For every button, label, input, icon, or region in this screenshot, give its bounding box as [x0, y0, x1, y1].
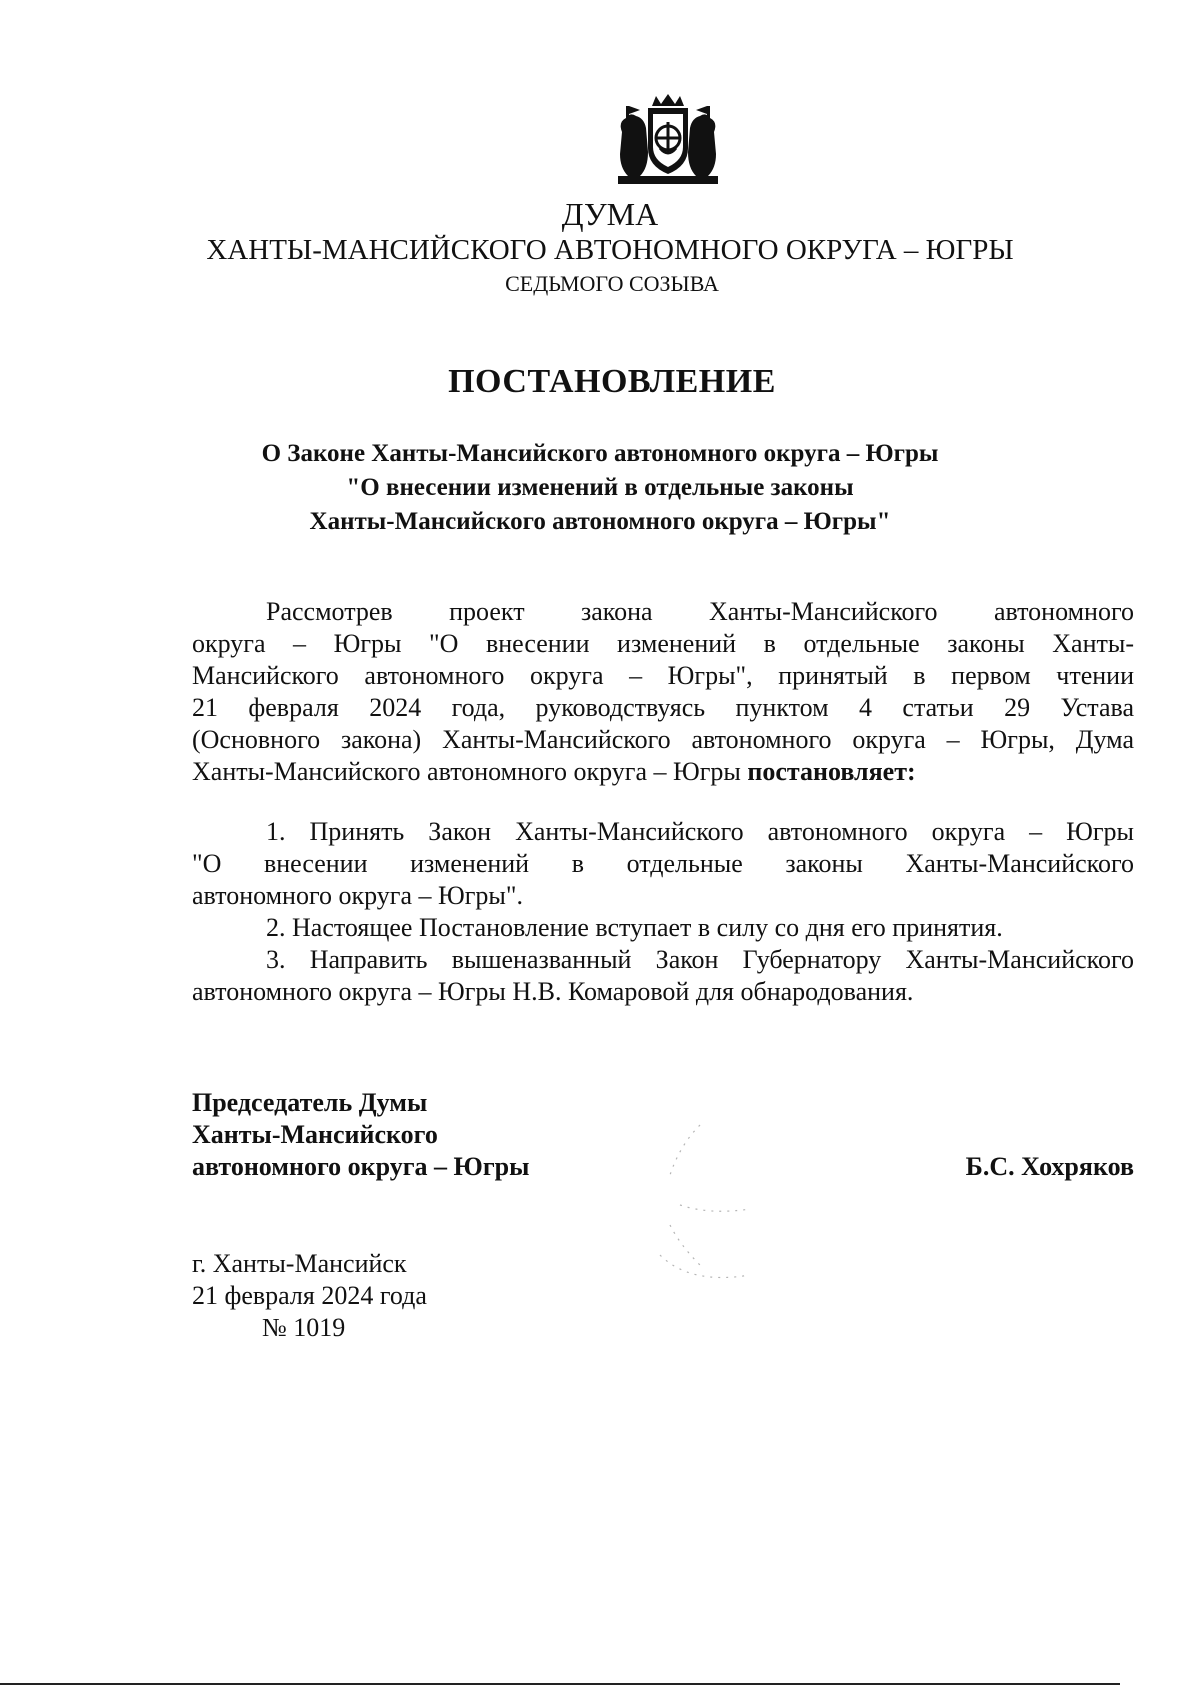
- document-type-title: ПОСТАНОВЛЕНИЕ: [448, 363, 776, 400]
- preamble-line: Мансийского автономного округа – Югры", принятый в первом чтении: [192, 661, 1134, 690]
- preamble-line: округа – Югры "О внесении изменений в отдельные законы Ханты-: [192, 629, 1134, 658]
- document-subject: [0, 437, 1200, 539]
- duma-title: ДУМА: [561, 196, 659, 232]
- resolution-item-3: [192, 944, 1134, 1008]
- position-line: Ханты-Мансийского: [192, 1120, 438, 1149]
- subject-line: О Законе Ханты-Мансийского автономного округа – Югры: [261, 440, 939, 467]
- item-line: 3. Направить вышеназванный Закон Губернатору Ханты-Мансийского: [266, 945, 1134, 974]
- item-line: "О внесении изменений в отдельные законы Ханты-Мансийского: [192, 849, 1134, 878]
- position-line: Председатель Думы: [192, 1088, 428, 1117]
- item-line: 2. Настоящее Постановление вступает в силу со дня его принятия.: [266, 913, 1003, 942]
- position-line: автономного округа – Югры: [192, 1152, 530, 1181]
- city: г. Ханты-Мансийск: [192, 1249, 407, 1278]
- faint-stamp-mark: [640, 1105, 790, 1295]
- item-line: 1. Принять Закон Ханты-Мансийского автономного округа – Югры: [266, 817, 1134, 846]
- resolution-item-1: [192, 816, 1134, 912]
- resolves-keyword: постановляет:: [747, 757, 916, 786]
- duma-region: ХАНТЫ-МАНСИЙСКОГО АВТОНОМНОГО ОКРУГА – ЮГРЫ: [206, 234, 1014, 266]
- subject-line: "О внесении изменений в отдельные законы: [346, 474, 854, 501]
- coat-of-arms-emblem: [608, 92, 728, 190]
- document-date: 21 февраля 2024 года: [192, 1281, 427, 1310]
- document-number: № 1019: [262, 1313, 346, 1342]
- preamble-line: Ханты-Мансийского автономного округа – Югры: [192, 757, 741, 786]
- resolution-item-2: [192, 912, 1134, 944]
- signatory-name: Б.С. Хохряков: [965, 1152, 1134, 1181]
- preamble-line: (Основного закона) Ханты-Мансийского автономного округа – Югры, Дума: [192, 725, 1134, 754]
- bottom-rule: [0, 1683, 1120, 1685]
- item-line: автономного округа – Югры".: [192, 881, 523, 910]
- preamble-last-line: [192, 756, 1134, 788]
- duma-convocation: СЕДЬМОГО СОЗЫВА: [505, 271, 719, 296]
- preamble-line: 21 февраля 2024 года, руководствуясь пунктом 4 статьи 29 Устава: [192, 693, 1134, 722]
- subject-line: Ханты-Мансийского автономного округа – Югры": [309, 508, 891, 535]
- preamble-paragraph: [192, 596, 1134, 788]
- signatory-position: [192, 1087, 529, 1183]
- preamble-line: Рассмотрев проект закона Ханты-Мансийского автономного: [266, 597, 1134, 626]
- item-line: автономного округа – Югры Н.В. Комаровой для обнародования.: [192, 977, 914, 1006]
- document-footer: [192, 1248, 427, 1344]
